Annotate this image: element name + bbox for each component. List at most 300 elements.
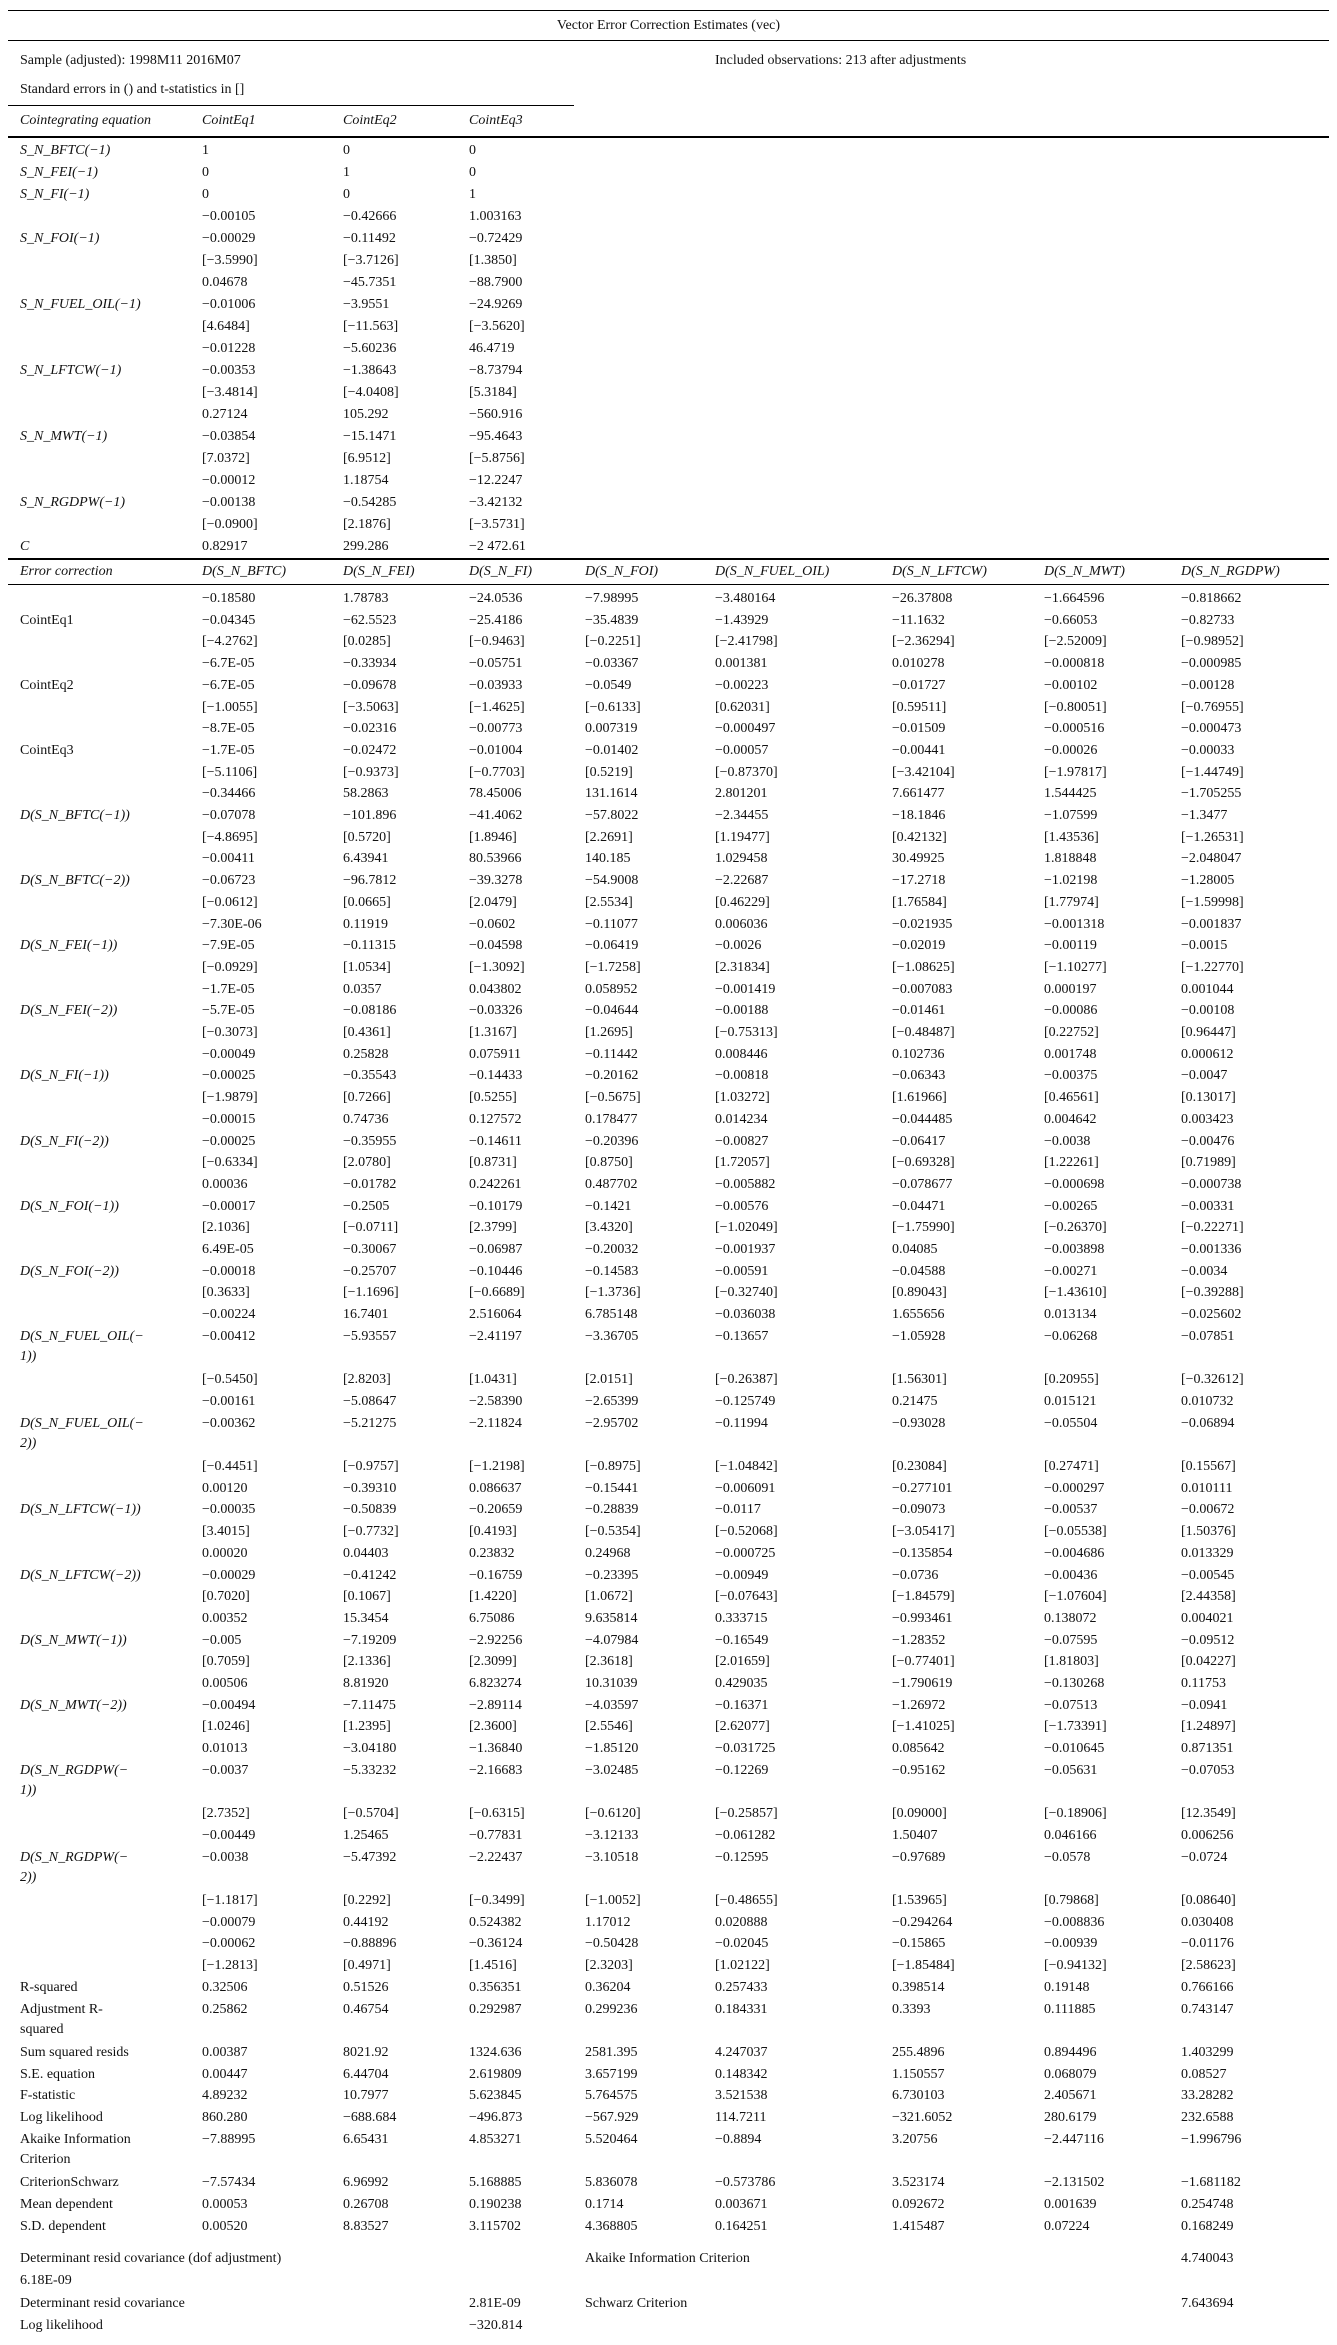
ec-row-label: D(S_N_FEI(−2)) bbox=[20, 1003, 118, 1018]
ec-value: 8021.92 bbox=[343, 2045, 389, 2060]
ec-row bbox=[0, 1413, 1337, 1451]
ec-value: [2.44358] bbox=[1181, 1589, 1236, 1604]
ec-row bbox=[0, 1087, 1337, 1109]
ec-value: 0.25828 bbox=[343, 1047, 389, 1062]
ec-value: −0.08186 bbox=[343, 1003, 397, 1018]
ec-value: −0.000497 bbox=[715, 721, 776, 736]
ec-value: 8.81920 bbox=[343, 1676, 389, 1691]
ec-value: −0.06419 bbox=[585, 938, 639, 953]
ec-value: −2.34455 bbox=[715, 808, 769, 823]
ec-value: [−1.08625] bbox=[892, 960, 955, 975]
ec-value: [−0.9463] bbox=[469, 634, 525, 649]
ec-value: [0.08640] bbox=[1181, 1893, 1236, 1908]
ec-row bbox=[0, 1977, 1337, 1999]
ec-value: [−1.9879] bbox=[202, 1090, 258, 1105]
ec-value: [−0.3073] bbox=[202, 1025, 258, 1040]
coint-row bbox=[0, 250, 1337, 272]
ec-value: −26.37808 bbox=[892, 591, 953, 606]
coint-row-label: S_N_FUEL_OIL(−1) bbox=[20, 297, 141, 312]
coint-row-label: C bbox=[20, 539, 30, 554]
coint-eq3-value: [−3.5620] bbox=[469, 319, 525, 334]
ec-value: 0.242261 bbox=[469, 1177, 522, 1192]
sc-label: Schwarz Criterion bbox=[585, 2296, 688, 2311]
ec-value: −2.89114 bbox=[469, 1698, 522, 1713]
ec-value: −2.131502 bbox=[1044, 2175, 1105, 2190]
ec-value: −0.23395 bbox=[585, 1568, 639, 1583]
ec-value: [−0.22271] bbox=[1181, 1220, 1244, 1235]
ec-value: [2.3203] bbox=[585, 1958, 633, 1973]
coint-row bbox=[0, 536, 1337, 558]
ec-value: −0.02019 bbox=[892, 938, 946, 953]
ec-value: [0.5255] bbox=[469, 1090, 517, 1105]
ec-value: 0.11753 bbox=[1181, 1676, 1226, 1691]
aic-label: Akaike Information Criterion bbox=[585, 2251, 750, 2266]
coint-eq3-value: −12.2247 bbox=[469, 473, 523, 488]
ec-value: 0.00506 bbox=[202, 1676, 248, 1691]
ec-row-label-continued: 2)) bbox=[20, 1436, 37, 1451]
ec-row bbox=[0, 2042, 1337, 2064]
ec-value: [1.56301] bbox=[892, 1372, 947, 1387]
ec-row bbox=[0, 1695, 1337, 1717]
ec-row bbox=[0, 935, 1337, 957]
ec-value: −5.33232 bbox=[343, 1763, 397, 1778]
coint-eq2-value: −45.7351 bbox=[343, 275, 397, 290]
ec-value: [2.3600] bbox=[469, 1719, 517, 1734]
ec-value: [0.89043] bbox=[892, 1285, 947, 1300]
ec-row bbox=[0, 1304, 1337, 1326]
ec-value: 4.89232 bbox=[202, 2088, 248, 2103]
ec-value: −0.000473 bbox=[1181, 721, 1242, 736]
ec-row-label: S.E. equation bbox=[20, 2067, 96, 2082]
coint-row bbox=[0, 294, 1337, 316]
ec-value: 5.520464 bbox=[585, 2132, 638, 2147]
ec-row bbox=[0, 610, 1337, 632]
ec-value: 1.029458 bbox=[715, 851, 768, 866]
ec-value: −0.07053 bbox=[1181, 1763, 1235, 1778]
ec-value: 0.11919 bbox=[343, 917, 388, 932]
ec-value: 0.32506 bbox=[202, 1980, 248, 1995]
ec-value: −0.01727 bbox=[892, 678, 946, 693]
ec-value: [−0.9373] bbox=[343, 765, 399, 780]
ec-value: [1.72057] bbox=[715, 1155, 770, 1170]
ec-value: [0.1067] bbox=[343, 1589, 391, 1604]
ec-value: [2.0780] bbox=[343, 1155, 391, 1170]
ec-value: −0.16759 bbox=[469, 1568, 523, 1583]
ec-value: −0.0117 bbox=[715, 1502, 761, 1517]
ec-row bbox=[0, 1282, 1337, 1304]
ec-value: −5.7E-05 bbox=[202, 1003, 255, 1018]
ec-value: [1.0534] bbox=[343, 960, 391, 975]
ec-value: 2.516064 bbox=[469, 1307, 522, 1322]
ec-value: [3.4320] bbox=[585, 1220, 633, 1235]
ec-value: −0.000818 bbox=[1044, 656, 1105, 671]
coint-eq3-value: [5.3184] bbox=[469, 385, 517, 400]
ec-value: −41.4062 bbox=[469, 808, 523, 823]
coint-row bbox=[0, 338, 1337, 360]
det-dof-value: 6.18E-09 bbox=[20, 2273, 72, 2288]
ec-value: [2.62077] bbox=[715, 1719, 770, 1734]
ec-value: 0.743147 bbox=[1181, 2002, 1234, 2017]
ec-value: −0.20032 bbox=[585, 1242, 639, 1257]
ec-value: [−1.22770] bbox=[1181, 960, 1244, 975]
ec-value: 5.836078 bbox=[585, 2175, 638, 2190]
ec-value: −0.818662 bbox=[1181, 591, 1242, 606]
ec-value: −0.8894 bbox=[715, 2132, 762, 2147]
ec-value: [0.15567] bbox=[1181, 1459, 1236, 1474]
ec-row bbox=[0, 1543, 1337, 1565]
ec-value: −5.47392 bbox=[343, 1850, 397, 1865]
ec-value: −0.00411 bbox=[202, 851, 255, 866]
ec-value: −0.00818 bbox=[715, 1068, 769, 1083]
ec-value: −0.0015 bbox=[1181, 938, 1228, 953]
ec-value: 0.44192 bbox=[343, 1915, 389, 1930]
ec-value: 0.075911 bbox=[469, 1047, 521, 1062]
ec-value: −1.790619 bbox=[892, 1676, 953, 1691]
ec-value: −0.25707 bbox=[343, 1264, 397, 1279]
ec-row-label: D(S_N_LFTCW(−2)) bbox=[20, 1568, 141, 1583]
ec-value: −35.4839 bbox=[585, 613, 639, 628]
ec-row bbox=[0, 1999, 1337, 2037]
ec-value: [0.8731] bbox=[469, 1155, 517, 1170]
coint-row bbox=[0, 404, 1337, 426]
ec-value: −0.001837 bbox=[1181, 917, 1242, 932]
ec-row-label: CointEq1 bbox=[20, 613, 74, 628]
ec-value: −7.9E-05 bbox=[202, 938, 255, 953]
ec-value: −0.0736 bbox=[892, 1568, 939, 1583]
ec-value: −0.06343 bbox=[892, 1068, 946, 1083]
ec-value: [−2.52009] bbox=[1044, 634, 1107, 649]
ec-value: [1.2695] bbox=[585, 1025, 633, 1040]
ec-value: [0.4193] bbox=[469, 1524, 517, 1539]
ec-value: −0.04598 bbox=[469, 938, 523, 953]
ec-value: 6.44704 bbox=[343, 2067, 389, 2082]
ec-header-rule bbox=[8, 584, 1329, 585]
ec-value: [−1.75990] bbox=[892, 1220, 955, 1235]
ec-value: 6.65431 bbox=[343, 2132, 389, 2147]
ec-value: [−0.32612] bbox=[1181, 1372, 1244, 1387]
ec-value: −0.00224 bbox=[202, 1307, 256, 1322]
ec-value: 0.3393 bbox=[892, 2002, 931, 2017]
aic-value: 4.740043 bbox=[1181, 2251, 1234, 2266]
ec-value: [−0.76955] bbox=[1181, 700, 1244, 715]
top-rule bbox=[8, 10, 1329, 11]
ec-value: 3.115702 bbox=[469, 2219, 521, 2234]
coint-eq2-value: [6.9512] bbox=[343, 451, 391, 466]
ec-value: −0.130268 bbox=[1044, 1676, 1105, 1691]
ec-value: −0.010645 bbox=[1044, 1741, 1105, 1756]
coint-row bbox=[0, 448, 1337, 470]
ec-value: [0.20955] bbox=[1044, 1372, 1099, 1387]
ec-row-label: D(S_N_RGDPW(− bbox=[20, 1850, 129, 1865]
ec-value: −0.00271 bbox=[1044, 1264, 1098, 1279]
ec-value: −1.28005 bbox=[1181, 873, 1235, 888]
ec-value: −1.705255 bbox=[1181, 786, 1242, 801]
ec-value: −2.22437 bbox=[469, 1850, 523, 1865]
ec-row bbox=[0, 2107, 1337, 2129]
ec-row bbox=[0, 1391, 1337, 1413]
ec-value: 9.635814 bbox=[585, 1611, 638, 1626]
ec-value: −5.08647 bbox=[343, 1394, 397, 1409]
ec-value: 3.523174 bbox=[892, 2175, 945, 2190]
ec-value: −0.01509 bbox=[892, 721, 946, 736]
ec-value: −0.00576 bbox=[715, 1199, 769, 1214]
ec-value: 0.020888 bbox=[715, 1915, 768, 1930]
ec-value: −11.1632 bbox=[892, 613, 945, 628]
ec-value: −0.008836 bbox=[1044, 1915, 1105, 1930]
ec-value: [−0.98952] bbox=[1181, 634, 1244, 649]
ec-value: 0.24968 bbox=[585, 1546, 631, 1561]
ec-value: 6.43941 bbox=[343, 851, 389, 866]
ec-value: 0.398514 bbox=[892, 1980, 945, 1995]
ec-value: −1.996796 bbox=[1181, 2132, 1242, 2147]
ec-value: 0.085642 bbox=[892, 1741, 945, 1756]
ec-value: 0.004021 bbox=[1181, 1611, 1234, 1626]
ec-row-label: D(S_N_FI(−1)) bbox=[20, 1068, 109, 1083]
coint-eq2-value: 1.18754 bbox=[343, 473, 389, 488]
ec-value: −0.04345 bbox=[202, 613, 256, 628]
ec-value: −0.01004 bbox=[469, 743, 523, 758]
ec-value: −0.021935 bbox=[892, 917, 953, 932]
ec-value: 0.010732 bbox=[1181, 1394, 1234, 1409]
ec-value: [−1.1696] bbox=[343, 1285, 399, 1300]
ec-value: 0.001381 bbox=[715, 656, 768, 671]
ec-value: 30.49925 bbox=[892, 851, 945, 866]
ec-value: 0.333715 bbox=[715, 1611, 768, 1626]
coint-eq1-value: −0.01006 bbox=[202, 297, 256, 312]
ec-row bbox=[0, 1912, 1337, 1934]
ec-value: −0.04644 bbox=[585, 1003, 639, 1018]
ec-value: −1.05928 bbox=[892, 1329, 946, 1344]
ec-value: [−0.7703] bbox=[469, 765, 525, 780]
coint-eq1-value: −0.03854 bbox=[202, 429, 256, 444]
ec-value: −0.06723 bbox=[202, 873, 256, 888]
ec-value: 2.801201 bbox=[715, 786, 768, 801]
ec-row-label: Mean dependent bbox=[20, 2197, 113, 2212]
ec-value: −3.04180 bbox=[343, 1741, 397, 1756]
coint-row bbox=[0, 184, 1337, 206]
ec-value: −1.7E-05 bbox=[202, 743, 255, 758]
ec-value: 0.068079 bbox=[1044, 2067, 1097, 2082]
ec-value: 3.20756 bbox=[892, 2132, 938, 2147]
ec-value: −7.11475 bbox=[343, 1698, 396, 1713]
std-note-row bbox=[0, 79, 1337, 101]
ec-value: [0.13017] bbox=[1181, 1090, 1236, 1105]
ec-value: [−0.9757] bbox=[343, 1459, 399, 1474]
ec-row bbox=[0, 914, 1337, 936]
coint-eq1-value: [−0.0900] bbox=[202, 517, 258, 532]
ec-value: −0.044485 bbox=[892, 1112, 953, 1127]
ec-value: −0.001336 bbox=[1181, 1242, 1242, 1257]
ec-value: 0.111885 bbox=[1044, 2002, 1096, 2017]
footer-row-1b bbox=[0, 2270, 1337, 2292]
ec-value: −0.88896 bbox=[343, 1936, 397, 1951]
ec-value: −7.98995 bbox=[585, 591, 639, 606]
coint-eq2-value: −15.1471 bbox=[343, 429, 397, 444]
ec-value: [0.09000] bbox=[892, 1806, 947, 1821]
ec-value: −0.036038 bbox=[715, 1307, 776, 1322]
ec-value: [0.96447] bbox=[1181, 1025, 1236, 1040]
ec-value: [3.4015] bbox=[202, 1524, 250, 1539]
ec-value: 0.487702 bbox=[585, 1177, 638, 1192]
coint-eq3-value: −2 472.61 bbox=[469, 539, 526, 554]
ec-value: [−0.7732] bbox=[343, 1524, 399, 1539]
ec-value: −0.01461 bbox=[892, 1003, 946, 1018]
ec-value: [−0.48487] bbox=[892, 1025, 955, 1040]
ec-value: 0.030408 bbox=[1181, 1915, 1234, 1930]
ec-row bbox=[0, 1065, 1337, 1087]
ec-value: −0.001937 bbox=[715, 1242, 776, 1257]
ec-value: −0.04588 bbox=[892, 1264, 946, 1279]
ec-value: 0.043802 bbox=[469, 982, 522, 997]
ec-value: [−0.5450] bbox=[202, 1372, 258, 1387]
ec-row bbox=[0, 1044, 1337, 1066]
ec-value: 0.04085 bbox=[892, 1242, 938, 1257]
ec-value: 0.00120 bbox=[202, 1481, 248, 1496]
ec-value: [−1.3736] bbox=[585, 1285, 641, 1300]
ec-value: [−3.42104] bbox=[892, 765, 955, 780]
ec-value: −1.681182 bbox=[1181, 2175, 1241, 2190]
ec-value: −1.7E-05 bbox=[202, 982, 255, 997]
ec-value: [−4.8695] bbox=[202, 830, 258, 845]
ec-value: [−1.59998] bbox=[1181, 895, 1244, 910]
ec-value: 0.00020 bbox=[202, 1546, 248, 1561]
ec-value: [2.7352] bbox=[202, 1806, 250, 1821]
ec-value: 5.623845 bbox=[469, 2088, 522, 2103]
ec-value: −567.929 bbox=[585, 2110, 639, 2125]
det-dof-label: Determinant resid covariance (dof adjustment) bbox=[20, 2251, 282, 2266]
ec-value: 5.168885 bbox=[469, 2175, 522, 2190]
ec-value: 78.45006 bbox=[469, 786, 522, 801]
coint-eq2-value: [2.1876] bbox=[343, 517, 391, 532]
ec-value: −4.07984 bbox=[585, 1633, 639, 1648]
coint-row bbox=[0, 206, 1337, 228]
coint-eq1-value: [7.0372] bbox=[202, 451, 250, 466]
ec-row-label: CointEq3 bbox=[20, 743, 74, 758]
ec-value: [−0.69328] bbox=[892, 1155, 955, 1170]
ec-value: −0.50428 bbox=[585, 1936, 639, 1951]
ec-value: −0.00449 bbox=[202, 1828, 256, 1843]
ec-row bbox=[0, 1738, 1337, 1760]
ec-row-label-continued: 1)) bbox=[20, 1783, 37, 1798]
ec-value: [0.22752] bbox=[1044, 1025, 1099, 1040]
ec-value: 0.04403 bbox=[343, 1546, 389, 1561]
ec-value: −0.00537 bbox=[1044, 1502, 1098, 1517]
ec-value: [−0.6120] bbox=[585, 1806, 641, 1821]
ec-value: −0.0038 bbox=[1044, 1134, 1091, 1149]
ec-value: 0.21475 bbox=[892, 1394, 938, 1409]
ec-row bbox=[0, 1239, 1337, 1261]
ec-value: [−1.85484] bbox=[892, 1958, 955, 1973]
ec-value: [0.8750] bbox=[585, 1155, 633, 1170]
ec-value: [−1.02049] bbox=[715, 1220, 778, 1235]
ec-row-label: Adjustment R- bbox=[20, 2002, 103, 2017]
ec-value: [1.3167] bbox=[469, 1025, 517, 1040]
ec-value: [2.1336] bbox=[343, 1654, 391, 1669]
ec-row-label: CriterionSchwarz bbox=[20, 2175, 119, 2190]
ec-value: −0.01402 bbox=[585, 743, 639, 758]
ec-value: −0.00436 bbox=[1044, 1568, 1098, 1583]
ec-value: 0.74736 bbox=[343, 1112, 389, 1127]
ec-value: −0.0549 bbox=[585, 678, 632, 693]
ec-value: [−0.39288] bbox=[1181, 1285, 1244, 1300]
ec-value: 0.092672 bbox=[892, 2197, 945, 2212]
ec-header-row bbox=[0, 561, 1337, 583]
ec-value: 1.17012 bbox=[585, 1915, 631, 1930]
ec-header-col7: D(S_N_MWT) bbox=[1044, 564, 1125, 579]
ec-value: −1.02198 bbox=[1044, 873, 1098, 888]
ec-value: 0.003671 bbox=[715, 2197, 768, 2212]
coint-eq2-value: 0 bbox=[343, 143, 350, 158]
ec-value: 8.83527 bbox=[343, 2219, 389, 2234]
ec-value: −7.30E-06 bbox=[202, 917, 262, 932]
ec-value: −24.0536 bbox=[469, 591, 523, 606]
ec-value: [−0.5675] bbox=[585, 1090, 641, 1105]
coint-eq3-value: [−3.5731] bbox=[469, 517, 525, 532]
ec-value: 6.785148 bbox=[585, 1307, 638, 1322]
ec-value: 0.102736 bbox=[892, 1047, 945, 1062]
ec-value: 0.190238 bbox=[469, 2197, 522, 2212]
ec-value: −0.95162 bbox=[892, 1763, 946, 1778]
coint-eq1-value: [−3.4814] bbox=[202, 385, 258, 400]
ec-value: 10.7977 bbox=[343, 2088, 389, 2103]
ec-value: [2.8203] bbox=[343, 1372, 391, 1387]
ec-value: 0.003423 bbox=[1181, 1112, 1234, 1127]
coint-eq2-value: 105.292 bbox=[343, 407, 389, 422]
ec-value: −3.10518 bbox=[585, 1850, 639, 1865]
ec-value: [0.7059] bbox=[202, 1654, 250, 1669]
ec-value: −0.00018 bbox=[202, 1264, 256, 1279]
ec-value: −0.16549 bbox=[715, 1633, 769, 1648]
ec-value: 0.184331 bbox=[715, 2002, 768, 2017]
ec-value: −688.684 bbox=[343, 2110, 397, 2125]
ec-value: [−1.26531] bbox=[1181, 830, 1244, 845]
ec-row-label-continued: 2)) bbox=[20, 1870, 37, 1885]
ec-value: −0.00015 bbox=[202, 1112, 256, 1127]
coint-row-label: S_N_FI(−1) bbox=[20, 187, 90, 202]
ec-row bbox=[0, 1521, 1337, 1543]
coint-header-eq1: CointEq1 bbox=[202, 113, 256, 128]
ec-value: [0.7266] bbox=[343, 1090, 391, 1105]
ec-value: −0.00265 bbox=[1044, 1199, 1098, 1214]
ec-header-col5: D(S_N_FUEL_OIL) bbox=[715, 564, 830, 579]
coint-eq1-value: [4.6484] bbox=[202, 319, 250, 334]
note-rule bbox=[8, 105, 574, 106]
ec-value: 0.138072 bbox=[1044, 1611, 1097, 1626]
ec-value: 0.19148 bbox=[1044, 1980, 1090, 1995]
ec-value: −8.7E-05 bbox=[202, 721, 255, 736]
ec-value: −0.18580 bbox=[202, 591, 256, 606]
ec-value: [−0.26387] bbox=[715, 1372, 778, 1387]
ec-value: 0.168249 bbox=[1181, 2219, 1234, 2234]
ec-value: −0.07595 bbox=[1044, 1633, 1098, 1648]
ec-value: −0.20396 bbox=[585, 1134, 639, 1149]
ec-value: 4.368805 bbox=[585, 2219, 638, 2234]
ec-row bbox=[0, 1651, 1337, 1673]
ec-value: 15.3454 bbox=[343, 1611, 389, 1626]
ec-value: −0.000738 bbox=[1181, 1177, 1242, 1192]
ec-value: −0.00375 bbox=[1044, 1068, 1098, 1083]
ec-value: 0.46754 bbox=[343, 2002, 389, 2017]
ec-value: −6.7E-05 bbox=[202, 678, 255, 693]
ec-value: [−0.0612] bbox=[202, 895, 258, 910]
ec-value: −0.277101 bbox=[892, 1481, 953, 1496]
footer-row-2 bbox=[0, 2293, 1337, 2315]
ec-value: −0.031725 bbox=[715, 1741, 776, 1756]
ec-value: 1.655656 bbox=[892, 1307, 945, 1322]
ec-value: [0.42132] bbox=[892, 830, 947, 845]
ec-value: −0.97689 bbox=[892, 1850, 946, 1865]
ec-value: [−1.41025] bbox=[892, 1719, 955, 1734]
